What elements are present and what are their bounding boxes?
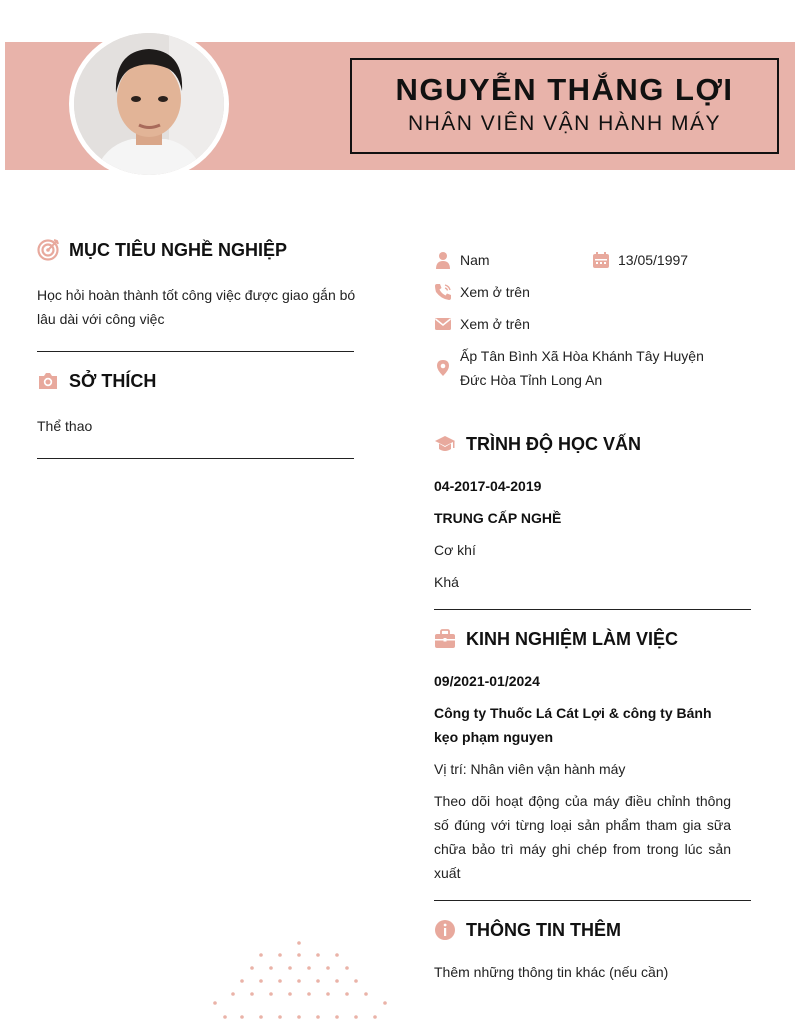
- gender-row: [434, 248, 584, 272]
- experience-title: KINH NGHIỆM LÀM VIỆC: [466, 628, 679, 649]
- job-title: NHÂN VIÊN VẬN HÀNH MÁY: [407, 112, 722, 135]
- experience-position: Vị trí: Nhân viên vận hành máy: [434, 761, 626, 777]
- calendar-icon: [592, 248, 610, 272]
- graduation-cap-icon: [434, 433, 456, 455]
- birthday-value: 13/05/1997: [618, 252, 689, 268]
- target-icon: [37, 239, 59, 261]
- hobbies-text: Thể thao: [37, 418, 93, 434]
- divider: [434, 609, 751, 610]
- experience-heading: [434, 628, 678, 650]
- additional-title: THÔNG TIN THÊM: [466, 919, 621, 940]
- avatar: [69, 28, 229, 180]
- education-school: TRUNG CẤP NGHỀ: [434, 510, 562, 526]
- address-row: [434, 344, 734, 392]
- experience-company: Công ty Thuốc Lá Cát Lợi & công ty Bánh kẹo phạm nguyen: [434, 705, 712, 745]
- divider: [37, 351, 354, 352]
- hobbies-heading: [37, 370, 156, 392]
- divider: [37, 458, 354, 459]
- email-row: [434, 312, 744, 336]
- info-icon: [434, 919, 456, 941]
- education-period: 04-2017-04-2019: [434, 478, 542, 494]
- education-heading: [434, 433, 641, 455]
- gender-value: Nam: [460, 252, 490, 268]
- education-major: Cơ khí: [434, 542, 476, 558]
- education-title: TRÌNH ĐỘ HỌC VẤN: [466, 433, 641, 454]
- briefcase-icon: [434, 628, 456, 650]
- experience-period: 09/2021-01/2024: [434, 673, 540, 689]
- candidate-name: NGUYỄN THẮNG LỢI: [395, 72, 734, 107]
- additional-text: Thêm những thông tin khác (nếu cần): [434, 964, 669, 980]
- envelope-icon: [434, 312, 452, 336]
- experience-description: Theo dõi hoạt động của máy điều chỉnh thông số đúng với từng loại sản phẩm tham gia sữa chữa bảo trì máy ghi chép from trong lúc sản xuất: [434, 793, 731, 881]
- phone-value: Xem ở trên: [460, 284, 530, 300]
- camera-icon: [37, 370, 59, 392]
- phone-icon: [434, 280, 452, 304]
- email-value: Xem ở trên: [460, 316, 530, 332]
- additional-heading: [434, 919, 621, 941]
- objective-text: Học hỏi hoàn thành tốt công việc được giao gắn bó lâu dài với công việc: [37, 287, 356, 327]
- phone-row: [434, 280, 744, 304]
- person-icon: [434, 248, 452, 272]
- divider: [434, 900, 751, 901]
- address-value: Ấp Tân Bình Xã Hòa Khánh Tây Huyện Đức Hòa Tỉnh Long An: [460, 348, 704, 388]
- decorative-dots: [205, 938, 395, 1023]
- objective-heading: [37, 239, 287, 261]
- profile-photo-drawing: [74, 33, 224, 175]
- location-pin-icon: [434, 356, 452, 380]
- name-box: [350, 58, 779, 154]
- profile-photo: [74, 33, 224, 175]
- objective-title: MỤC TIÊU NGHỀ NGHIỆP: [69, 239, 288, 260]
- hobbies-title: SỞ THÍCH: [69, 370, 157, 391]
- birthday-row: [592, 248, 742, 272]
- education-grade: Khá: [434, 574, 459, 590]
